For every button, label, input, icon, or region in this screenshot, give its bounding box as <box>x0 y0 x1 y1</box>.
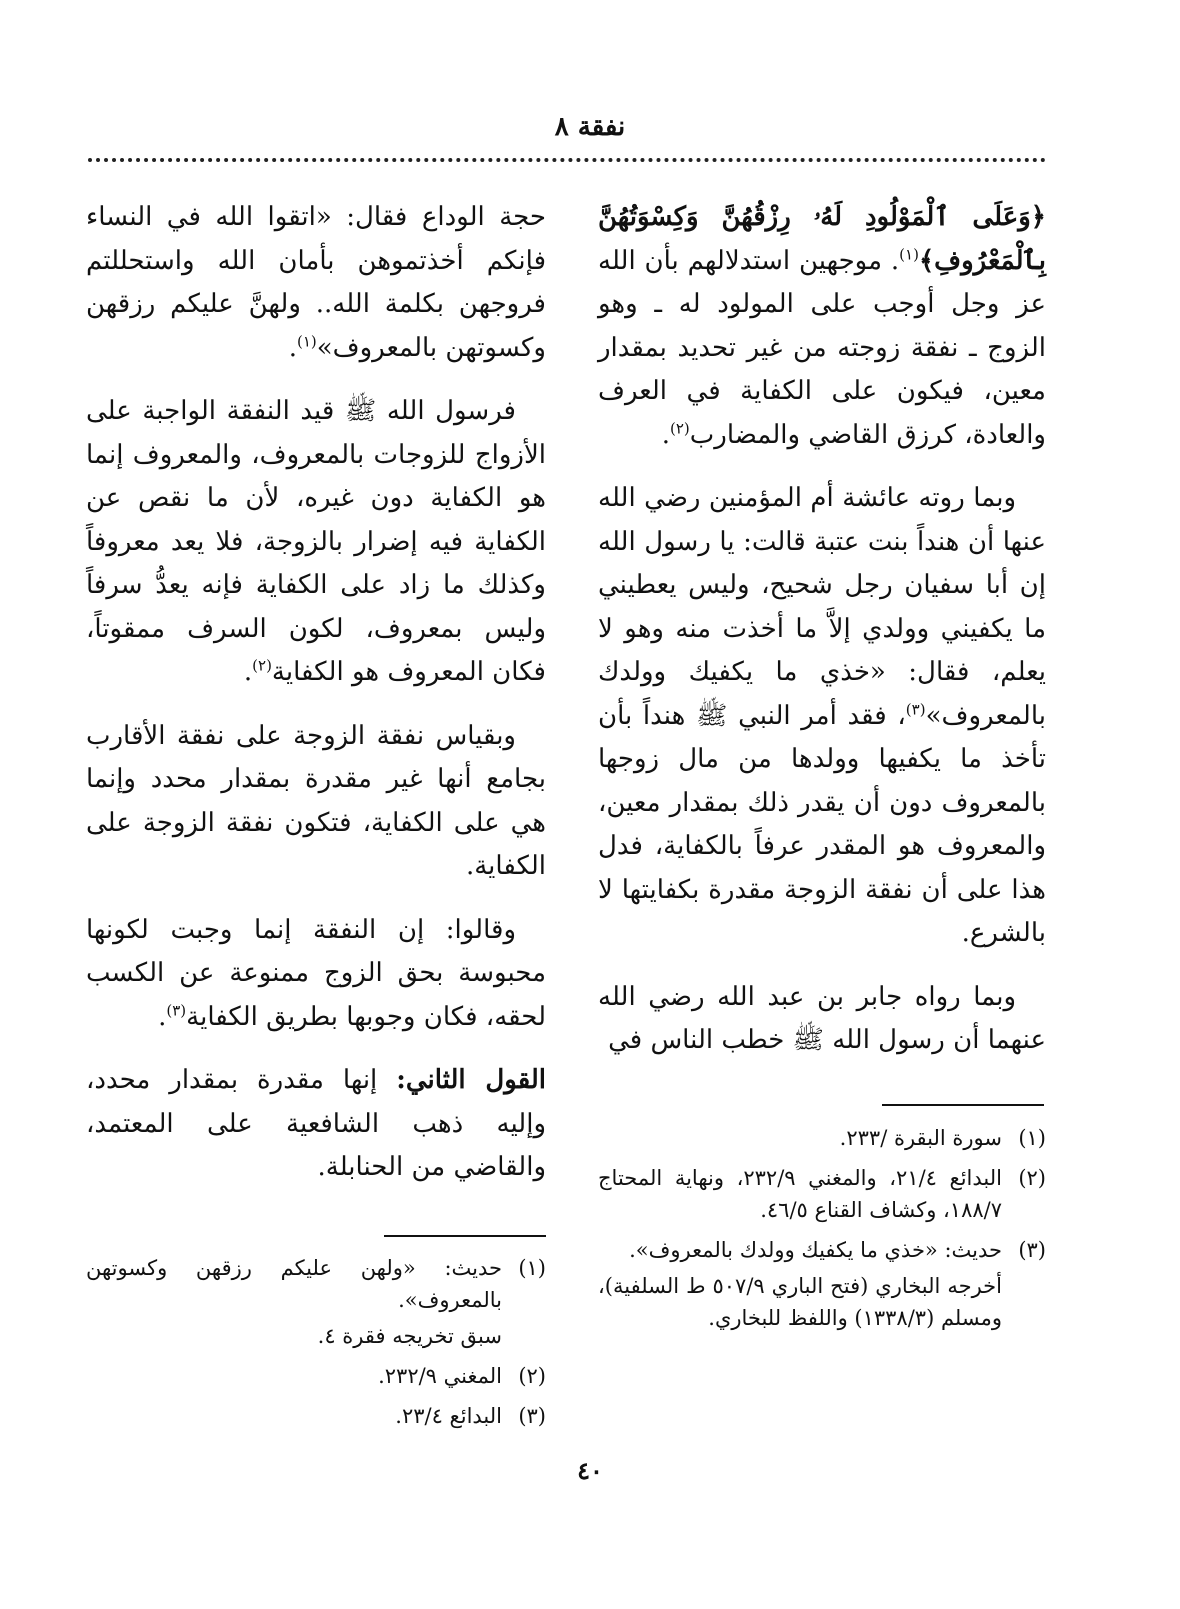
footnote <box>86 1252 546 1316</box>
footnote-number: (٢) <box>1018 1166 1046 1190</box>
footnote-text: سبق تخريجه فقرة ٤. <box>317 1324 502 1348</box>
paragraph-text: وقالوا: إن النفقة إنما وجبت لكونها محبوسة بحق الزوج ممنوعة عن الكسب لحقه، فكان وجوبها بطريق الكفاية <box>86 914 546 1032</box>
footnote-ref: (٢) <box>670 418 690 437</box>
right-column <box>598 196 1046 1083</box>
footnote-divider <box>384 1235 546 1237</box>
footnote-text: المغني ٢٣٢/٩. <box>378 1364 502 1388</box>
section-lead: القول الثاني: <box>396 1065 546 1095</box>
footnote <box>86 1360 546 1392</box>
paragraph-text: وبما روته عائشة أم المؤمنين رضي الله عنها أن هنداً بنت عتبة قالت: يا رسول الله إن أبا سفيان رجل شحيح، وليس يعطيني ما يكفيني وولدي إلاَّ ما أخذت منه وهو لا يعلم، فقال: «خذي ما يكفيك وولدك بالمعروف» <box>598 483 1046 731</box>
paragraph <box>86 715 546 889</box>
left-column <box>86 196 546 1210</box>
paragraph <box>598 976 1046 1063</box>
paragraph-text: وبقياس نفقة الزوجة على نفقة الأقارب بجامع أنها غير مقدرة بمقدار محدد وإنما هي على الكفاية، فتكون نفقة الزوجة على الكفاية. <box>86 720 546 881</box>
paragraph-text: فرسول الله ﷺ قيد النفقة الواجبة على الأزواج للزوجات بالمعروف، والمعروف إنما هو الكفاية دون غيره، لأن ما نقص عن الكفاية فيه إضرار بالزوجة، فلا يعد معروفاً وكذلك ما زاد على الكفاية فإنه يعدُّ سرفاً وليس بمعروف، لكون السرف ممقوتاً، فكان المعروف هو الكفاية <box>86 396 546 687</box>
footnote-ref: (٣) <box>905 699 926 718</box>
paragraph-text: . موجهين استدلالهم بأن الله عز وجل أوجب على المولود له ـ وهو الزوج ـ نفقة زوجته من غير تحديد بمقدار معين، فيكون على الكفاية في العرف والعادة، كرزق القاضي والمضارب <box>598 245 1046 450</box>
footnote <box>86 1320 546 1352</box>
left-footnotes <box>86 1252 546 1440</box>
footnote-text: حديث: «خذي ما يكفيك وولدك بالمعروف». <box>629 1238 1002 1262</box>
footnote-ref: (٢) <box>252 656 272 675</box>
paragraph-text: حجة الوداع فقال: «اتقوا الله في النساء فإنكم أخذتموهن بأمان الله واستحللتم فروجهن بكلمة الله.. ولهنَّ عليكم رزقهن وكسوتهن بالمعروف» <box>86 202 546 363</box>
footnote <box>598 1162 1046 1226</box>
paragraph-text: . <box>288 332 297 363</box>
paragraph <box>598 196 1046 457</box>
paragraph <box>86 1059 546 1190</box>
paragraph-text: ، فقد أمر النبي ﷺ هنداً بأن تأخذ ما يكفيها وولدها من مال زوجها بالمعروف دون أن يقدر ذلك بمقدار معين، والمعروف هو المقدر عرفاً بالكفاية، فدل هذا على أن نفقة الزوجة مقدرة بكفايتها لا بالشرع. <box>598 700 1046 948</box>
footnote <box>86 1400 546 1432</box>
paragraph-text: . <box>661 419 670 450</box>
paragraph-text: . <box>158 1001 167 1032</box>
footnote-divider <box>882 1104 1044 1106</box>
paragraph-text: . <box>243 657 253 687</box>
page-number: ٤٠ <box>577 1456 603 1485</box>
footnote-text: سورة البقرة /٢٣٣. <box>839 1126 1002 1150</box>
footnote-number: (١) <box>518 1256 546 1280</box>
quran-verse: ﴿وَعَلَى ٱلْمَوْلُودِ لَهُۥ رِزْقُهُنَّ وَكِسْوَتُهُنَّ بِٱلْمَعْرُوفِ﴾ <box>598 202 1046 276</box>
footnote <box>598 1234 1046 1266</box>
paragraph <box>86 909 546 1040</box>
footnote-text: البدائع ٢١/٤، والمغني ٢٣٢/٩، ونهاية المحتاج ١٨٨/٧، وكشاف القناع ٤٦/٥. <box>598 1166 1002 1222</box>
footnote-number: (٣) <box>1018 1238 1046 1262</box>
footnote-ref: (٣) <box>166 1000 187 1019</box>
footnote-number: (٣) <box>518 1404 546 1428</box>
footnote-text: أخرجه البخاري (فتح الباري ٥٠٧/٩ ط السلفية)، ومسلم (١٣٣٨/٣) واللفظ للبخاري. <box>598 1274 1002 1330</box>
footnote <box>598 1270 1046 1334</box>
footnote-number: (١) <box>1018 1126 1046 1150</box>
footnote-ref: (١) <box>296 331 317 350</box>
paragraph <box>86 196 546 370</box>
footnote-text: حديث: «ولهن عليكم رزقهن وكسوتهن بالمعروف». <box>86 1256 502 1312</box>
footnote-number: (٢) <box>518 1364 546 1388</box>
footnote-text: البدائع ٢٣/٤. <box>395 1404 502 1428</box>
paragraph-text: وبما رواه جابر بن عبد الله رضي الله عنهما أن رسول الله ﷺ خطب الناس في <box>598 981 1046 1055</box>
footnote <box>598 1122 1046 1154</box>
paragraph-text: إنها مقدرة بمقدار محدد، وإليه ذهب الشافعية على المعتمد، والقاضي من الحنابلة. <box>86 1065 546 1182</box>
paragraph <box>598 477 1046 956</box>
footnote-ref: (١) <box>899 244 919 263</box>
header-dotted-divider <box>88 158 1046 162</box>
right-footnotes <box>598 1122 1046 1342</box>
paragraph <box>86 390 546 695</box>
page-header-title: نفقة ٨ <box>554 112 626 142</box>
